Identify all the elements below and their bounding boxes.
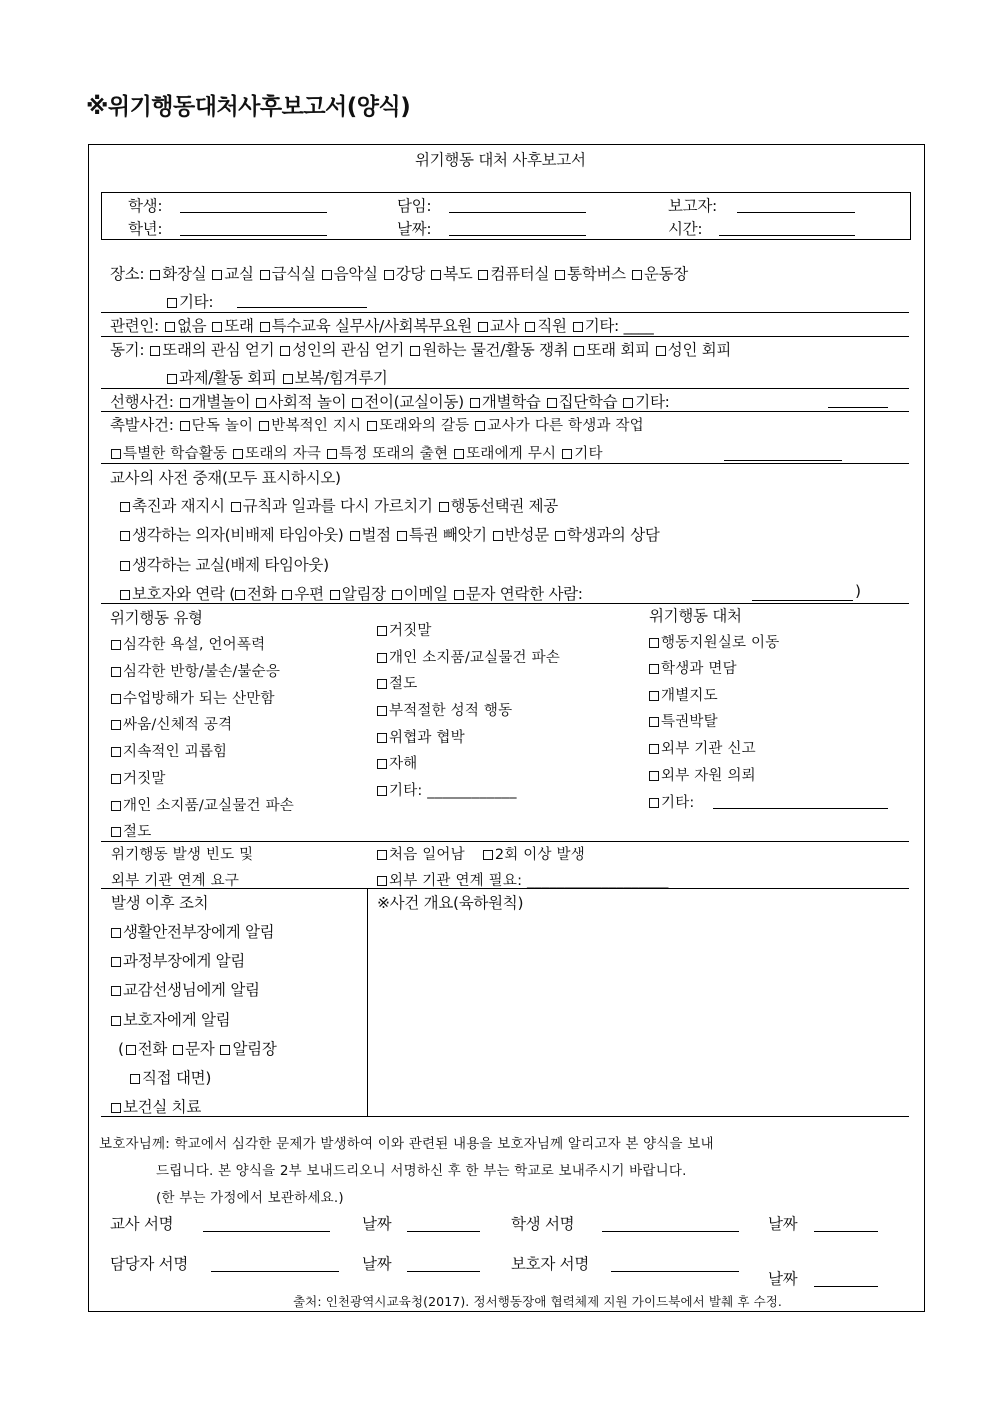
- intervention-option[interactable]: 벌점: [350, 523, 391, 545]
- checkbox-icon[interactable]: [330, 590, 340, 600]
- checkbox-icon[interactable]: [111, 928, 121, 938]
- place-option-bus[interactable]: 통학버스: [555, 262, 626, 284]
- prior-option[interactable]: 개별학습: [470, 390, 541, 412]
- prior-label: 선행사건:: [110, 393, 174, 411]
- checkbox-icon[interactable]: [260, 270, 270, 280]
- response-label: 위기행동 대처: [649, 607, 742, 625]
- trigger-row-2: [111, 442, 603, 463]
- divider: [101, 1116, 909, 1117]
- motive-label: 동기:: [110, 341, 145, 359]
- checkbox-icon[interactable]: [111, 957, 121, 967]
- trigger-option[interactable]: 또래의 자극: [233, 442, 321, 463]
- checkbox-icon[interactable]: [167, 374, 177, 384]
- trigger-label: 촉발사건:: [110, 416, 174, 434]
- followup-item[interactable]: 과정부장에게 알림: [111, 949, 245, 971]
- manager-date-label: 날짜: [362, 1255, 392, 1273]
- checkbox-icon[interactable]: [120, 502, 130, 512]
- place-option-classroom[interactable]: 교실: [212, 262, 253, 284]
- checkbox-icon[interactable]: [574, 346, 584, 356]
- intervention-option[interactable]: 생각하는 의자(비배제 타임아웃): [120, 523, 344, 545]
- checkbox-icon[interactable]: [111, 747, 121, 757]
- prior-option[interactable]: 집단학습: [547, 390, 618, 412]
- time-field[interactable]: [719, 235, 855, 236]
- method-option[interactable]: 문자: [173, 1037, 214, 1059]
- place-other[interactable]: 기타:: [167, 290, 213, 312]
- checkbox-icon[interactable]: [623, 398, 633, 408]
- trigger-option[interactable]: 또래에게 무시: [454, 442, 556, 463]
- student-sign-field[interactable]: [602, 1231, 739, 1232]
- info-box: [101, 192, 911, 240]
- checkbox-icon[interactable]: [397, 531, 407, 541]
- guardian-sign-label: 보호자 서명: [511, 1255, 589, 1273]
- frequency-label: 위기행동 발생 빈도 및: [111, 847, 254, 863]
- frequency-first[interactable]: 처음 일어남: [377, 843, 465, 864]
- response-item[interactable]: 특권박탈: [649, 710, 718, 731]
- checkbox-icon[interactable]: [111, 667, 121, 677]
- behavior-col1-item[interactable]: 심각한 욕설, 언어폭력: [111, 633, 265, 654]
- checkbox-icon[interactable]: [649, 744, 659, 754]
- behavior-col1-item[interactable]: 개인 소지품/교실물건 파손: [111, 794, 294, 815]
- response-item[interactable]: 외부 자원 의뢰: [649, 764, 756, 785]
- intervention-option[interactable]: 규칙과 일과를 다시 가르치기: [231, 494, 433, 516]
- motive-option[interactable]: 또래 회피: [574, 338, 649, 360]
- notice-line-3: (한 부는 가정에서 보관하세요.): [156, 1190, 344, 1206]
- response-item[interactable]: 외부 기관 신고: [649, 737, 756, 758]
- checkbox-icon[interactable]: [377, 733, 387, 743]
- checkbox-icon[interactable]: [235, 590, 245, 600]
- checkbox-icon[interactable]: [573, 322, 583, 332]
- homeroom-field[interactable]: [449, 212, 586, 213]
- checkbox-icon[interactable]: [377, 876, 387, 886]
- intervention-label: 교사의 사전 중재(모두 표시하시오): [110, 469, 341, 487]
- guardian-date-label: 날짜: [768, 1270, 798, 1288]
- divider: [101, 463, 909, 464]
- checkbox-icon[interactable]: [377, 759, 387, 769]
- place-option-music[interactable]: 음악실: [322, 262, 378, 284]
- motive-option[interactable]: 보복/힘겨루기: [283, 366, 388, 388]
- checkbox-icon[interactable]: [547, 398, 557, 408]
- time-label: 시간:: [668, 220, 703, 238]
- behavior-col2-item[interactable]: 절도: [377, 672, 417, 693]
- checkbox-icon[interactable]: [632, 270, 642, 280]
- motive-option[interactable]: 또래의 관심 얻기: [150, 338, 274, 360]
- teacher-date-field[interactable]: [407, 1231, 480, 1232]
- divider: [101, 312, 909, 313]
- method-option[interactable]: 알림장: [220, 1037, 276, 1059]
- intervention-row-2: [120, 523, 660, 545]
- divider: [101, 388, 909, 389]
- checkbox-icon[interactable]: [392, 590, 402, 600]
- behavior-col2-item[interactable]: 거짓말: [377, 619, 432, 640]
- behavior-col2-other[interactable]: 기타: ____________: [377, 779, 517, 800]
- contact-person[interactable]: 문자 연락한 사람:: [454, 582, 583, 604]
- behavior-label: 위기행동 유형: [110, 609, 203, 627]
- motive-option[interactable]: 원하는 물건/활동 쟁취: [410, 338, 568, 360]
- checkbox-icon[interactable]: [454, 590, 464, 600]
- trigger-other-field[interactable]: [724, 460, 842, 461]
- frequency-row: [377, 843, 585, 864]
- intervention-option[interactable]: 행동선택권 제공: [439, 494, 558, 516]
- checkbox-icon[interactable]: [126, 1045, 136, 1055]
- reporter-label: 보고자:: [668, 197, 717, 215]
- involved-option[interactable]: 교사: [478, 314, 519, 336]
- checkbox-icon[interactable]: [475, 421, 485, 431]
- divider: [101, 336, 909, 337]
- form-title: 위기행동 대처 사후보고서: [415, 151, 586, 169]
- followup-label: 발생 이후 조치: [111, 894, 209, 912]
- teacher-date-label: 날짜: [362, 1215, 392, 1233]
- contact-option[interactable]: 보호자와 연락 (: [120, 582, 235, 604]
- checkbox-icon[interactable]: [352, 398, 362, 408]
- checkbox-icon[interactable]: [656, 346, 666, 356]
- checkbox-icon[interactable]: [525, 322, 535, 332]
- checkbox-icon[interactable]: [649, 717, 659, 727]
- intervention-option[interactable]: 특권 빼앗기: [397, 523, 487, 545]
- checkbox-icon[interactable]: [167, 298, 177, 308]
- checkbox-icon[interactable]: [649, 798, 659, 808]
- intervention-option[interactable]: 반성문: [493, 523, 549, 545]
- trigger-option[interactable]: 단독 놀이: [180, 414, 254, 435]
- checkbox-icon[interactable]: [470, 398, 480, 408]
- intervention-row-1: [120, 494, 558, 516]
- teacher-sign-field[interactable]: [203, 1231, 330, 1232]
- method-option-direct[interactable]: 직접 대면): [130, 1066, 211, 1088]
- checkbox-icon[interactable]: [377, 653, 387, 663]
- prior-other-field[interactable]: [828, 407, 888, 408]
- checkbox-icon[interactable]: [377, 706, 387, 716]
- response-item[interactable]: 행동지원실로 이동: [649, 631, 779, 652]
- checkbox-icon[interactable]: [120, 590, 130, 600]
- divider: [101, 603, 909, 604]
- checkbox-icon[interactable]: [130, 1074, 140, 1084]
- response-other-field[interactable]: [713, 808, 888, 809]
- followup-item[interactable]: 보건실 치료: [111, 1095, 201, 1117]
- notice-line-1: 보호자님께: 학교에서 심각한 문제가 발생하여 이와 관련된 내용을 보호자님께 알리고자 본 양식을 보내: [99, 1136, 714, 1152]
- student-date-label: 날짜: [768, 1215, 798, 1233]
- checkbox-icon[interactable]: [256, 398, 266, 408]
- prior-option[interactable]: 개별놀이: [180, 390, 251, 412]
- place-option-cafeteria[interactable]: 급식실: [260, 262, 316, 284]
- date-field[interactable]: [449, 235, 586, 236]
- divider: [101, 841, 909, 842]
- behavior-col1-item[interactable]: 거짓말: [111, 767, 166, 788]
- checkbox-icon[interactable]: [259, 421, 269, 431]
- manager-sign-label: 담당자 서명: [110, 1255, 188, 1273]
- frequency-external[interactable]: 외부 기관 연계 필요: ___________________: [377, 869, 669, 890]
- followup-item[interactable]: 생활안전부장에게 알림: [111, 920, 274, 942]
- place-row: [110, 262, 688, 284]
- checkbox-icon[interactable]: [649, 664, 659, 674]
- checkbox-icon[interactable]: [111, 827, 121, 837]
- place-option-hallway[interactable]: 복도: [431, 262, 472, 284]
- date-label: 날짜:: [397, 220, 432, 238]
- trigger-other[interactable]: 기타: [562, 442, 602, 463]
- manager-date-field[interactable]: [407, 1271, 480, 1272]
- checkbox-icon[interactable]: [493, 531, 503, 541]
- student-date-field[interactable]: [814, 1231, 878, 1232]
- reporter-field[interactable]: [737, 212, 855, 213]
- notice-line-2: 드립니다. 본 양식을 2부 보내드리오니 서명하신 후 한 부는 학교로 보내주시기 바랍니다.: [156, 1163, 687, 1179]
- intervention-option[interactable]: 학생과의 상담: [555, 523, 660, 545]
- place-label: 장소:: [110, 265, 145, 283]
- motive-option[interactable]: 성인 회피: [656, 338, 731, 360]
- prior-row: [110, 390, 670, 412]
- behavior-col2-item[interactable]: 자해: [377, 752, 417, 773]
- followup-item[interactable]: 교감선생님에게 알림: [111, 978, 260, 1000]
- checkbox-icon[interactable]: [212, 322, 222, 332]
- checkbox-icon[interactable]: [562, 449, 572, 459]
- intervention-row-3: [120, 553, 329, 575]
- prior-option[interactable]: 사회적 놀이: [256, 390, 346, 412]
- checkbox-icon[interactable]: [280, 346, 290, 356]
- checkbox-icon[interactable]: [555, 270, 565, 280]
- checkbox-icon[interactable]: [377, 679, 387, 689]
- checkbox-icon[interactable]: [282, 590, 292, 600]
- prior-option[interactable]: 전이(교실이동): [352, 390, 464, 412]
- checkbox-icon[interactable]: [478, 322, 488, 332]
- checkbox-icon[interactable]: [111, 774, 121, 784]
- involved-row: [110, 314, 653, 336]
- trigger-row: [110, 413, 644, 435]
- column-divider: [367, 888, 368, 1116]
- response-item[interactable]: 개별지도: [649, 684, 718, 705]
- checkbox-icon[interactable]: [120, 531, 130, 541]
- place-option-restroom[interactable]: 화장실: [150, 262, 206, 284]
- place-option-computer[interactable]: 컴퓨터실: [478, 262, 549, 284]
- checkbox-icon[interactable]: [180, 398, 190, 408]
- checkbox-icon[interactable]: [367, 421, 377, 431]
- intervention-option[interactable]: 촉진과 재지시: [120, 494, 225, 516]
- trigger-option[interactable]: 교사가 다른 학생과 작업: [475, 414, 644, 435]
- checkbox-icon[interactable]: [384, 270, 394, 280]
- checkbox-icon[interactable]: [180, 421, 190, 431]
- checkbox-icon[interactable]: [231, 502, 241, 512]
- checkbox-icon[interactable]: [111, 1016, 121, 1026]
- involved-option[interactable]: 직원: [525, 314, 566, 336]
- checkbox-icon[interactable]: [111, 801, 121, 811]
- checkbox-icon[interactable]: [377, 626, 387, 636]
- checkbox-icon[interactable]: [111, 449, 121, 459]
- trigger-option[interactable]: 특별한 학습활동: [111, 442, 227, 463]
- homeroom-label: 담임:: [397, 197, 432, 215]
- checkbox-icon[interactable]: [649, 691, 659, 701]
- behavior-col1-item[interactable]: 절도: [111, 820, 151, 841]
- grade-label: 학년:: [128, 220, 163, 238]
- checkbox-icon[interactable]: [260, 322, 270, 332]
- motive-row: [110, 338, 731, 360]
- manager-sign-field[interactable]: [211, 1271, 339, 1272]
- trigger-option[interactable]: 반복적인 지시: [259, 414, 361, 435]
- prior-other[interactable]: 기타:: [623, 390, 669, 412]
- checkbox-icon[interactable]: [439, 502, 449, 512]
- involved-option[interactable]: 특수교육 실무사/사회복무요원: [260, 314, 472, 336]
- motive-option[interactable]: 성인의 관심 얻기: [280, 338, 404, 360]
- involved-option[interactable]: 없음: [165, 314, 206, 336]
- motive-option[interactable]: 과제/활동 회피: [167, 366, 277, 388]
- behavior-col2-item[interactable]: 개인 소지품/교실물건 파손: [377, 646, 560, 667]
- behavior-col2-item[interactable]: 위협과 협박: [377, 726, 465, 747]
- checkbox-icon[interactable]: [212, 270, 222, 280]
- motive-row-2: [167, 366, 388, 388]
- intervention-row-4: [120, 582, 583, 604]
- guardian-date-field[interactable]: [814, 1286, 878, 1287]
- checkbox-icon[interactable]: [233, 449, 243, 459]
- followup-item[interactable]: 보호자에게 알림: [111, 1008, 230, 1030]
- checkbox-icon[interactable]: [478, 270, 488, 280]
- checkbox-icon[interactable]: [173, 1045, 183, 1055]
- divider: [101, 411, 909, 412]
- involved-other[interactable]: 기타: ____: [573, 314, 654, 336]
- checkbox-icon[interactable]: [327, 449, 337, 459]
- checkbox-icon[interactable]: [410, 346, 420, 356]
- checkbox-icon[interactable]: [649, 771, 659, 781]
- page-title: ※위기행동대처사후보고서(양식): [86, 94, 411, 120]
- contact-method[interactable]: 알림장: [330, 582, 386, 604]
- behavior-col2-item[interactable]: 부적절한 성적 행동: [377, 699, 512, 720]
- place-option-auditorium[interactable]: 강당: [384, 262, 425, 284]
- frequency-label-2: 외부 기관 연계 요구: [111, 873, 240, 889]
- checkbox-icon[interactable]: [111, 1103, 121, 1113]
- student-label: 학생:: [128, 197, 163, 215]
- checkbox-icon[interactable]: [377, 850, 387, 860]
- response-other[interactable]: 기타:: [649, 791, 695, 812]
- checkbox-icon[interactable]: [322, 270, 332, 280]
- trigger-option[interactable]: 특정 또래의 출현: [327, 442, 448, 463]
- checkbox-icon[interactable]: [454, 449, 464, 459]
- behavior-col1-item[interactable]: 싸움/신체적 공격: [111, 713, 232, 734]
- student-field[interactable]: [180, 212, 327, 213]
- checkbox-icon[interactable]: [150, 270, 160, 280]
- checkbox-icon[interactable]: [377, 786, 387, 796]
- divider: [101, 888, 909, 889]
- contact-method[interactable]: 우편: [282, 582, 323, 604]
- checkbox-icon[interactable]: [555, 531, 565, 541]
- checkbox-icon[interactable]: [150, 346, 160, 356]
- checkbox-icon[interactable]: [283, 374, 293, 384]
- checkbox-icon[interactable]: [111, 986, 121, 996]
- teacher-sign-label: 교사 서명: [110, 1215, 174, 1233]
- contact-method[interactable]: 이메일: [392, 582, 448, 604]
- behavior-col1-item[interactable]: 지속적인 괴롭힘: [111, 740, 227, 761]
- grade-field[interactable]: [180, 235, 327, 236]
- response-item[interactable]: 학생과 면담: [649, 657, 737, 678]
- trigger-option[interactable]: 또래와의 갈등: [367, 414, 469, 435]
- involved-label: 관련인:: [110, 317, 159, 335]
- checkbox-icon[interactable]: [111, 640, 121, 650]
- contact-method[interactable]: 전화: [235, 582, 276, 604]
- checkbox-icon[interactable]: [431, 270, 441, 280]
- student-sign-label: 학생 서명: [511, 1215, 575, 1233]
- summary-label: ※사건 개요(육하원칙): [377, 894, 524, 912]
- guardian-sign-field[interactable]: [611, 1271, 739, 1272]
- behavior-col1-item[interactable]: 심각한 반항/불손/불순응: [111, 660, 280, 681]
- checkbox-icon[interactable]: [120, 561, 130, 571]
- intervention-option[interactable]: 생각하는 교실(배제 타임아웃): [120, 553, 329, 575]
- contact-person-field[interactable]: [752, 600, 853, 601]
- followup-methods: ( 전화 문자 알림장: [118, 1037, 277, 1059]
- checkbox-icon[interactable]: [483, 850, 493, 860]
- contact-close: ): [855, 582, 861, 600]
- frequency-repeat[interactable]: 2회 이상 발생: [483, 843, 585, 864]
- summary-area[interactable]: [370, 914, 908, 1114]
- checkbox-icon[interactable]: [220, 1045, 230, 1055]
- checkbox-icon[interactable]: [649, 638, 659, 648]
- place-other-field[interactable]: [237, 307, 367, 308]
- checkbox-icon[interactable]: [111, 720, 121, 730]
- involved-option[interactable]: 또래: [212, 314, 253, 336]
- method-option[interactable]: 전화: [126, 1037, 167, 1059]
- place-option-field[interactable]: 운동장: [632, 262, 688, 284]
- checkbox-icon[interactable]: [111, 694, 121, 704]
- checkbox-icon[interactable]: [350, 531, 360, 541]
- source-note: 출처: 인천광역시교육청(2017). 정서행동장애 협력체제 지원 가이드북에서 발췌 후 수정.: [293, 1294, 782, 1309]
- behavior-col1-item[interactable]: 수업방해가 되는 산만함: [111, 687, 275, 708]
- checkbox-icon[interactable]: [165, 322, 175, 332]
